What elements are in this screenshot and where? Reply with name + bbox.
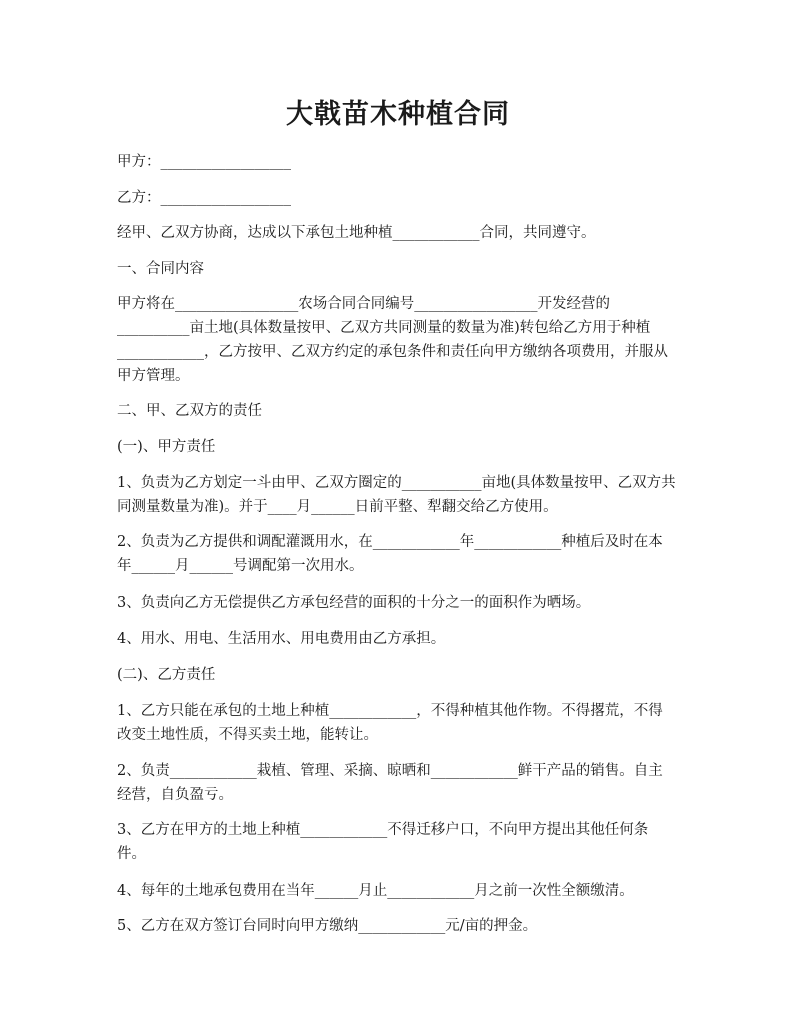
party-a-clause-4: 4、用水、用电、生活用水、用电费用由乙方承担。 bbox=[117, 631, 446, 647]
party-b-clause-1: 1、乙方只能在承包的土地上种植____________，不得种植其他作物。不得撂荒，不得改变土地性质，不得买卖土地，能转让。 bbox=[117, 703, 663, 743]
party-b-clause-3: 3、乙方在甲方的土地上种植____________不得迁移户口，不向甲方提出其他任何条件。 bbox=[117, 822, 649, 862]
intro-paragraph: 经甲、乙双方协商，达成以下承包土地种植____________合同，共同遵守。 bbox=[117, 225, 596, 241]
party-a-clause-3: 3、负责向乙方无偿提供乙方承包经营的面积的十分之一的面积作为晒场。 bbox=[117, 595, 591, 611]
party-a-line: 甲方：__________________ bbox=[117, 154, 291, 170]
party-b-clause-4: 4、每年的土地承包费用在当年______月止____________月之前一次性全额缴清。 bbox=[117, 883, 634, 899]
contract-content-paragraph: 甲方将在_________________农场合同合同编号_________________开发经营的__________亩土地(具体数量按甲、乙双方共同测量的数量为准)转包给乙方用于种植____________，乙方按甲、乙双方约定的承包条件和责任向甲方缴纳各项费用，并服从甲方管理。 bbox=[117, 296, 668, 384]
section-heading-responsibilities: 二、甲、乙双方的责任 bbox=[117, 403, 262, 419]
document-title: 大戟苗木种植合同 bbox=[286, 99, 510, 130]
party-b-clause-5: 5、乙方在双方签订台同时向甲方缴纳____________元/亩的押金。 bbox=[117, 918, 538, 934]
party-a-clause-2: 2、负责为乙方提供和调配灌溉用水，在____________年____________种植后及时在本年______月______号调配第一次用水。 bbox=[117, 534, 663, 574]
subsection-heading-party-b: (二)、乙方责任 bbox=[117, 667, 216, 683]
party-b-clause-2: 2、负责____________栽植、管理、采摘、晾晒和____________鲜干产品的销售。自主经营，自负盈亏。 bbox=[117, 763, 663, 803]
party-a-clause-1: 1、负责为乙方划定一斗由甲、乙双方圈定的___________亩地(具体数量按甲、乙双方共同测量数量为准)。并于____月______日前平整、犁翻交给乙方使用。 bbox=[117, 475, 676, 515]
section-heading-contract-content: 一、合同内容 bbox=[117, 261, 204, 277]
subsection-heading-party-a: (一)、甲方责任 bbox=[117, 439, 216, 455]
party-b-line: 乙方：__________________ bbox=[117, 190, 291, 206]
